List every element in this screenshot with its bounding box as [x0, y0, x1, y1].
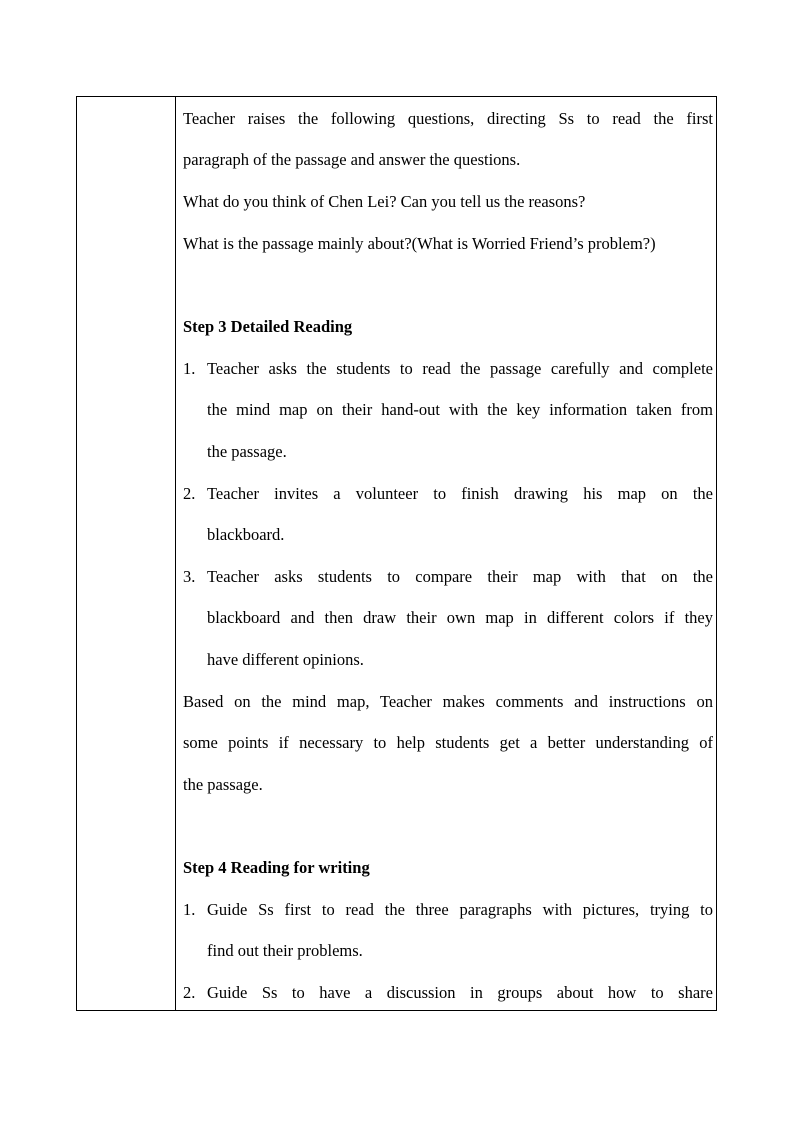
- step3-item-1-line-3: the passage.: [207, 442, 287, 461]
- intro-line-2: paragraph of the passage and answer the questions.: [183, 150, 521, 169]
- step3-item-2-number: 2.: [183, 484, 196, 503]
- intro-line-1: Teacher raises the following questions, directing Ss to read the first: [183, 109, 713, 128]
- step3-item-3-number: 3.: [183, 567, 196, 586]
- step3-item-3-line-3: have different opinions.: [207, 650, 364, 669]
- step3-after-line-1: Based on the mind map, Teacher makes comments and instructions on: [183, 692, 713, 711]
- left-column-cell: [77, 97, 176, 1010]
- step3-item-3-line-1: Teacher asks students to compare their map with that on the: [207, 567, 713, 586]
- step3-item-1-line-2: the mind map on their hand-out with the key information taken from: [207, 400, 713, 419]
- step4-item-1-line-2: find out their problems.: [207, 941, 363, 960]
- step3-item-2-line-1: Teacher invites a volunteer to finish drawing his map on the: [207, 484, 713, 503]
- step4-item-2-number: 2.: [183, 983, 196, 1002]
- step4-item-1-number: 1.: [183, 900, 196, 919]
- step4-item-1-line-1: Guide Ss first to read the three paragraphs with pictures, trying to: [207, 900, 713, 919]
- step3-item-3-line-2: blackboard and then draw their own map in different colors if they: [207, 608, 713, 627]
- question-2: What is the passage mainly about?(What is Worried Friend’s problem?): [183, 234, 656, 253]
- step3-after-line-2: some points if necessary to help students get a better understanding of: [183, 733, 713, 752]
- step3-item-2-line-2: blackboard.: [207, 525, 285, 544]
- step3-item-1-line-1: Teacher asks the students to read the passage carefully and complete: [207, 359, 713, 378]
- step4-heading: Step 4 Reading for writing: [183, 858, 370, 877]
- step3-heading: Step 3 Detailed Reading: [183, 317, 353, 336]
- step4-item-2-line-1: Guide Ss to have a discussion in groups about how to share: [207, 983, 713, 1002]
- step3-item-1-number: 1.: [183, 359, 196, 378]
- lesson-table: [76, 96, 717, 1011]
- question-1: What do you think of Chen Lei? Can you tell us the reasons?: [183, 192, 586, 211]
- step3-after-line-3: the passage.: [183, 775, 263, 794]
